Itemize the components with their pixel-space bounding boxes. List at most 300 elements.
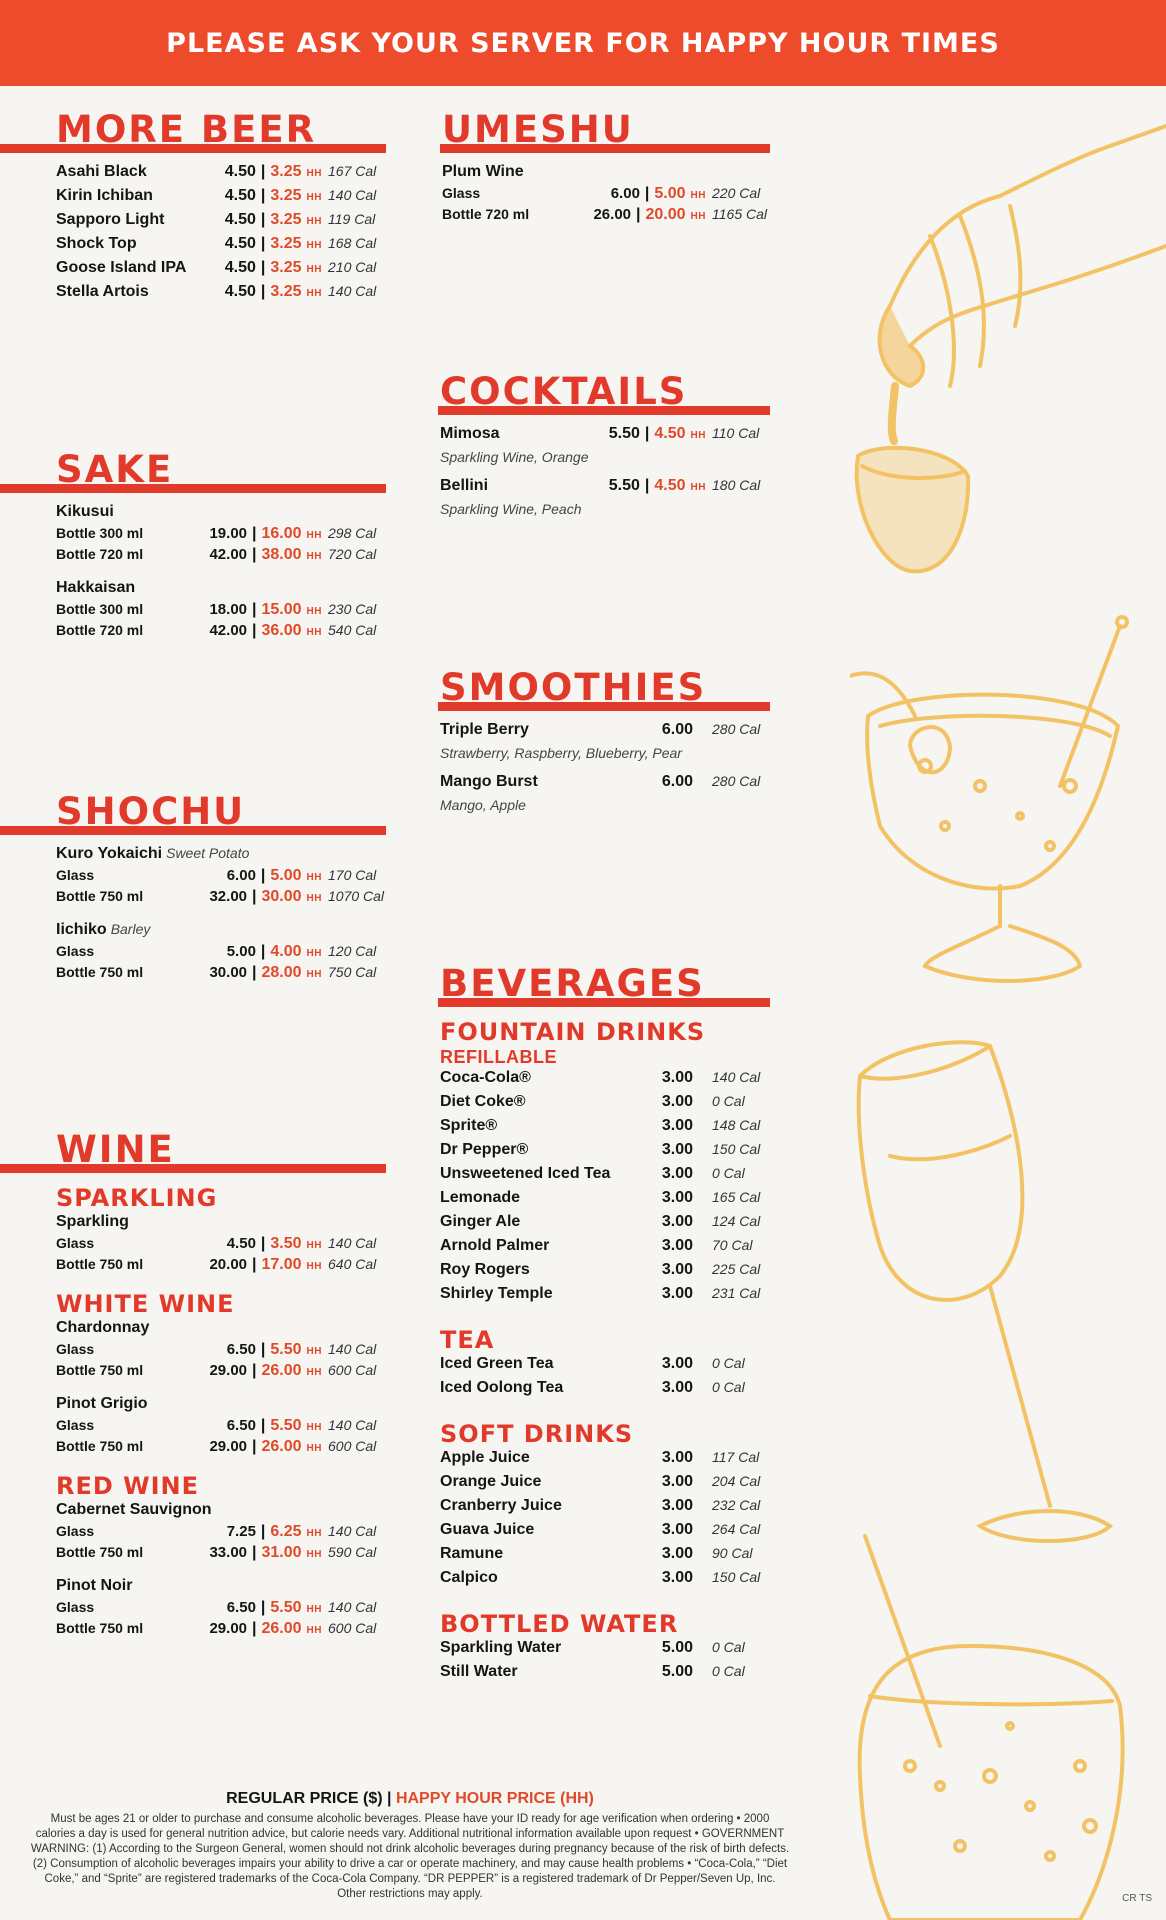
happy-hour-price: 5.50 — [270, 1417, 302, 1434]
happy-hour-price: 3.50 — [270, 1235, 302, 1252]
hh-tag: HH — [306, 1422, 322, 1433]
calories: 600 Cal — [328, 1620, 377, 1636]
price-row — [440, 1117, 770, 1141]
price-separator: | — [636, 206, 641, 223]
wine-category-heading: WHITE WINE — [56, 1290, 235, 1318]
regular-price: 3.00 — [661, 1449, 693, 1466]
happy-hour-price: 4.50 — [654, 425, 686, 442]
price-separator: | — [252, 622, 257, 639]
calories: 140 Cal — [328, 187, 377, 203]
item-name: Glass — [56, 1523, 95, 1539]
happy-hour-price: 16.00 — [261, 525, 302, 542]
price-row — [56, 1417, 386, 1438]
hh-tag: HH — [306, 948, 322, 959]
happy-hour-price: 5.50 — [270, 1341, 302, 1358]
regular-price: 3.00 — [661, 1093, 693, 1110]
regular-price: 3.00 — [661, 1069, 693, 1086]
price-row — [440, 1285, 770, 1309]
price-row — [440, 1261, 770, 1285]
corner-code: CR TS — [1122, 1893, 1152, 1904]
price-separator: | — [260, 235, 266, 252]
price-separator: | — [260, 1235, 266, 1252]
regular-price: 6.00 — [226, 867, 256, 884]
price-row — [440, 1069, 770, 1093]
highball-glass-illustration — [860, 1536, 1123, 1920]
item-name: Bottle 750 ml — [56, 1544, 144, 1560]
regular-price: 6.50 — [226, 1599, 256, 1616]
wine-name: Pinot Grigio — [56, 1395, 148, 1412]
price-row — [440, 721, 770, 745]
happy-hour-price: 5.00 — [270, 867, 302, 884]
item-name: Calpico — [440, 1569, 498, 1586]
regular-price: 3.00 — [661, 1189, 693, 1206]
item-description: Sparkling Wine, Orange — [440, 449, 589, 465]
price-row — [442, 185, 770, 206]
more-beer-title: MORE BEER — [56, 108, 317, 151]
hh-tag: HH — [306, 1240, 322, 1251]
umeshu-section — [384, 110, 770, 227]
hh-tag: HH — [690, 482, 706, 493]
item-name: Glass — [56, 1341, 95, 1357]
hh-tag: HH — [690, 190, 706, 201]
regular-price: 4.50 — [224, 283, 256, 300]
calories: 231 Cal — [712, 1285, 761, 1301]
wine-name: Sparkling — [56, 1213, 129, 1230]
item-name: Diet Coke® — [440, 1093, 526, 1110]
regular-price: 3.00 — [661, 1117, 693, 1134]
calories: 140 Cal — [328, 283, 377, 299]
regular-price: 6.50 — [226, 1341, 256, 1358]
item-name: Bottle 750 ml — [56, 1256, 144, 1272]
happy-hour-price: 28.00 — [261, 964, 302, 981]
hh-tag: HH — [306, 192, 322, 203]
calories: 210 Cal — [328, 259, 377, 275]
regular-price: 3.00 — [661, 1165, 693, 1182]
regular-price: 42.00 — [209, 622, 248, 639]
smoothies-title: SMOOTHIES — [440, 666, 707, 709]
price-row — [56, 163, 386, 187]
regular-price: 4.50 — [224, 259, 256, 276]
calories: 204 Cal — [712, 1473, 761, 1489]
wine-name: Chardonnay — [56, 1319, 150, 1336]
item-name: Lemonade — [440, 1189, 521, 1206]
spacer-gap — [56, 1459, 386, 1471]
calories: 230 Cal — [328, 601, 377, 617]
smoothie-list — [384, 721, 770, 815]
hh-tag: HH — [306, 168, 322, 179]
wine-title: WINE — [56, 1128, 175, 1171]
happy-hour-price: 4.00 — [270, 943, 302, 960]
calories: 600 Cal — [328, 1362, 377, 1378]
calories: 0 Cal — [712, 1379, 745, 1395]
calories: 0 Cal — [712, 1165, 745, 1181]
item-name: Guava Juice — [440, 1521, 535, 1538]
calories: 70 Cal — [712, 1237, 753, 1253]
hh-tag: HH — [306, 1528, 322, 1539]
item-name: Arnold Palmer — [440, 1237, 550, 1254]
item-name: Bottle 720 ml — [56, 622, 144, 638]
calories: 90 Cal — [712, 1545, 753, 1561]
happy-hour-price: 17.00 — [261, 1256, 302, 1273]
price-row — [440, 1545, 770, 1569]
item-name: Ramune — [440, 1545, 504, 1562]
happy-hour-price: 20.00 — [645, 206, 686, 223]
regular-price: 33.00 — [209, 1544, 248, 1561]
price-separator: | — [260, 1523, 266, 1540]
price-row — [440, 1141, 770, 1165]
regular-price: 3.00 — [661, 1237, 693, 1254]
calories: 1070 Cal — [328, 888, 385, 904]
beverage-category-heading: SOFT DRINKS — [440, 1420, 634, 1448]
price-row — [440, 1165, 770, 1189]
price-separator: | — [252, 1544, 257, 1561]
price-separator: | — [260, 943, 266, 960]
price-row — [56, 211, 386, 235]
regular-price: 3.00 — [661, 1497, 693, 1514]
price-separator: | — [260, 259, 266, 276]
calories: 148 Cal — [712, 1117, 761, 1133]
regular-price: 5.00 — [661, 1639, 693, 1656]
regular-price: 29.00 — [209, 1362, 248, 1379]
item-name: Shirley Temple — [440, 1285, 553, 1302]
price-row — [440, 1521, 770, 1545]
item-name: Bottle 750 ml — [56, 1620, 144, 1636]
regular-price: 5.00 — [661, 1663, 693, 1680]
sake-section — [0, 450, 386, 643]
item-name: Goose Island IPA — [56, 259, 187, 276]
regular-price: 19.00 — [209, 525, 248, 542]
item-title-name: Hakkaisan — [56, 579, 136, 596]
hh-tag: HH — [306, 1549, 322, 1560]
happy-hour-price: 3.25 — [270, 235, 302, 252]
regular-price: 3.00 — [661, 1521, 693, 1538]
price-row — [440, 1569, 770, 1593]
happy-hour-price: 6.25 — [270, 1523, 302, 1540]
happy-hour-price: 3.25 — [270, 283, 302, 300]
hh-tag: HH — [306, 1346, 322, 1357]
calories: 117 Cal — [712, 1449, 760, 1465]
item-title-name: Plum Wine — [442, 163, 524, 180]
price-separator: | — [644, 185, 650, 202]
regular-price: 4.50 — [224, 235, 256, 252]
price-row — [440, 1497, 770, 1521]
calories: 180 Cal — [712, 477, 761, 493]
item-name: Glass — [56, 867, 95, 883]
regular-price: 7.25 — [226, 1523, 256, 1540]
regular-price: 6.00 — [610, 185, 640, 202]
calories: 140 Cal — [328, 1341, 377, 1357]
calories: 600 Cal — [328, 1438, 377, 1454]
item-title-name: Kuro Yokaichi — [56, 845, 163, 862]
price-separator: | — [260, 867, 266, 884]
calories: 168 Cal — [328, 235, 377, 251]
wine-category-heading: RED WINE — [56, 1472, 200, 1500]
calories: 0 Cal — [712, 1355, 745, 1371]
price-separator: | — [252, 1362, 257, 1379]
regular-price: 5.00 — [226, 943, 256, 960]
price-row — [56, 235, 386, 259]
umeshu-title: UMESHU — [442, 108, 634, 151]
price-row — [56, 546, 386, 567]
item-name: Bellini — [440, 477, 489, 494]
calories: 170 Cal — [328, 867, 377, 883]
legend-separator: | — [387, 1790, 392, 1807]
price-row — [56, 1362, 386, 1383]
price-row — [56, 259, 386, 283]
hh-tag: HH — [306, 1367, 322, 1378]
calories: 140 Cal — [328, 1417, 377, 1433]
calories: 165 Cal — [712, 1189, 761, 1205]
calories: 120 Cal — [328, 943, 377, 959]
price-row — [56, 187, 386, 211]
item-name: Bottle 720 ml — [56, 546, 144, 562]
calories: 140 Cal — [712, 1069, 761, 1085]
item-name: Sparkling Water — [440, 1639, 562, 1656]
item-name: Bottle 720 ml — [442, 206, 530, 222]
price-row — [56, 283, 386, 307]
item-name: Glass — [56, 1599, 95, 1615]
regular-price: 29.00 — [209, 1438, 248, 1455]
happy-hour-price: 4.50 — [654, 477, 686, 494]
calories: 0 Cal — [712, 1663, 745, 1679]
calories: 298 Cal — [328, 525, 377, 541]
hh-tag: HH — [306, 288, 322, 299]
calories: 150 Cal — [712, 1141, 761, 1157]
regular-price: 30.00 — [209, 964, 248, 981]
wine-name: Pinot Noir — [56, 1577, 133, 1594]
item-note: Sweet Potato — [166, 845, 250, 861]
hh-tag: HH — [306, 551, 322, 562]
price-row — [56, 1620, 386, 1641]
cocktails-title: COCKTAILS — [440, 370, 688, 413]
pouring-bottle-illustration — [857, 126, 1166, 571]
martini-glass-illustration — [850, 617, 1127, 981]
regular-price: 20.00 — [209, 1256, 248, 1273]
calories: 140 Cal — [328, 1523, 377, 1539]
regular-price: 4.50 — [224, 187, 256, 204]
item-name: Sapporo Light — [56, 211, 165, 228]
price-row — [56, 1438, 386, 1459]
spacer-gap — [56, 1565, 386, 1577]
item-name: Cranberry Juice — [440, 1497, 562, 1514]
hh-tag: HH — [306, 893, 322, 904]
price-separator: | — [252, 888, 257, 905]
beverages-title: BEVERAGES — [440, 962, 705, 1005]
happy-hour-price-label: HAPPY HOUR PRICE (HH) — [395, 1790, 594, 1807]
item-name: Bottle 750 ml — [56, 1438, 144, 1454]
spacer-gap — [440, 1593, 770, 1609]
hh-tag: HH — [306, 1625, 322, 1636]
happy-hour-price: 30.00 — [261, 888, 302, 905]
wine-name: Cabernet Sauvignon — [56, 1501, 212, 1518]
price-row — [440, 1639, 770, 1663]
regular-price: 6.00 — [661, 773, 693, 790]
price-row — [440, 1355, 770, 1379]
price-separator: | — [252, 964, 257, 981]
spacer-gap — [56, 1277, 386, 1289]
regular-price: 4.50 — [226, 1235, 256, 1252]
price-row — [56, 1341, 386, 1362]
calories: 590 Cal — [328, 1544, 377, 1560]
calories: 264 Cal — [712, 1521, 761, 1537]
wine-list — [0, 1183, 386, 1653]
footer — [30, 1790, 790, 1902]
hh-tag: HH — [306, 1604, 322, 1615]
item-name: Shock Top — [56, 235, 137, 252]
item-name: Still Water — [440, 1663, 518, 1680]
price-row — [440, 1213, 770, 1237]
shochu-title: SHOCHU — [56, 790, 246, 833]
cocktail-list — [384, 425, 770, 519]
price-separator: | — [252, 1256, 257, 1273]
regular-price: 3.00 — [661, 1379, 693, 1396]
wine-section — [0, 1130, 386, 1653]
item-name: Roy Rogers — [440, 1261, 530, 1278]
cocktails-section — [384, 372, 770, 529]
spacer-gap — [440, 1403, 770, 1419]
item-name: Mango Burst — [440, 773, 538, 790]
hh-tag: HH — [690, 430, 706, 441]
calories: 110 Cal — [712, 425, 760, 441]
price-separator: | — [252, 546, 257, 563]
sake-title: SAKE — [56, 448, 174, 491]
calories: 140 Cal — [328, 1599, 377, 1615]
regular-price: 42.00 — [209, 546, 248, 563]
beverage-list — [384, 1017, 770, 1687]
regular-price: 3.00 — [661, 1261, 693, 1278]
item-name: Stella Artois — [56, 283, 149, 300]
item-name: Glass — [442, 185, 481, 201]
price-separator: | — [252, 525, 257, 542]
price-separator: | — [260, 187, 266, 204]
price-row — [440, 1379, 770, 1403]
item-name: Triple Berry — [440, 721, 529, 738]
beverage-category-heading: BOTTLED WATER — [440, 1610, 679, 1638]
item-title — [56, 845, 386, 867]
umeshu-list — [384, 163, 770, 227]
item-name: Asahi Black — [56, 163, 147, 180]
regular-price: 3.00 — [661, 1545, 693, 1562]
price-row — [56, 601, 386, 622]
item-name: Unsweetened Iced Tea — [440, 1165, 611, 1182]
calories: 0 Cal — [712, 1639, 745, 1655]
regular-price: 3.00 — [661, 1569, 693, 1586]
beverage-category-heading: TEA — [440, 1326, 495, 1354]
regular-price-label: REGULAR PRICE ($) — [226, 1790, 383, 1807]
more-beer-list — [0, 163, 386, 307]
item-title-name: Kikusui — [56, 503, 114, 520]
price-separator: | — [252, 1438, 257, 1455]
calories: 167 Cal — [328, 163, 377, 179]
price-row — [440, 1189, 770, 1213]
item-description: Mango, Apple — [440, 797, 526, 813]
calories: 280 Cal — [712, 773, 761, 789]
happy-hour-price: 26.00 — [261, 1438, 302, 1455]
price-row — [56, 622, 386, 643]
price-row — [440, 1093, 770, 1117]
beverage-subheading: REFILLABLE — [440, 1047, 557, 1067]
calories: 232 Cal — [712, 1497, 761, 1513]
price-row — [56, 1256, 386, 1277]
price-row — [56, 888, 386, 909]
price-row — [56, 1523, 386, 1544]
item-name: Bottle 750 ml — [56, 888, 144, 904]
price-separator: | — [260, 283, 266, 300]
price-row — [442, 206, 770, 227]
item-name: Iced Oolong Tea — [440, 1379, 564, 1396]
hh-tag: HH — [306, 606, 322, 617]
price-separator: | — [260, 163, 266, 180]
calories: 124 Cal — [712, 1213, 761, 1229]
price-row — [440, 1237, 770, 1261]
calories: 540 Cal — [328, 622, 377, 638]
beverage-category-heading: FOUNTAIN DRINKS — [440, 1018, 706, 1046]
calories: 140 Cal — [328, 1235, 377, 1251]
item-note: Barley — [110, 921, 151, 937]
regular-price: 3.00 — [661, 1473, 693, 1490]
item-name: Kirin Ichiban — [56, 187, 153, 204]
price-separator: | — [260, 1341, 266, 1358]
happy-hour-price: 5.00 — [654, 185, 686, 202]
regular-price: 5.50 — [608, 477, 640, 494]
happy-hour-price: 15.00 — [261, 601, 302, 618]
calories: 720 Cal — [328, 546, 377, 562]
hh-tag: HH — [306, 1443, 322, 1454]
shochu-section — [0, 792, 386, 985]
regular-price: 29.00 — [209, 1620, 248, 1637]
item-name: Bottle 300 ml — [56, 601, 144, 617]
happy-hour-banner: PLEASE ASK YOUR SERVER FOR HAPPY HOUR TIMES — [0, 0, 1166, 86]
price-legend — [30, 1790, 790, 1812]
item-name: Bottle 750 ml — [56, 964, 144, 980]
price-separator: | — [260, 1599, 266, 1616]
price-separator: | — [260, 211, 266, 228]
price-separator: | — [252, 1620, 257, 1637]
happy-hour-price: 31.00 — [261, 1544, 302, 1561]
item-name: Orange Juice — [440, 1473, 542, 1490]
calories: 119 Cal — [328, 211, 376, 227]
price-separator: | — [252, 601, 257, 618]
calories: 0 Cal — [712, 1093, 745, 1109]
price-row — [56, 1599, 386, 1620]
more-beer-section — [0, 110, 386, 307]
happy-hour-price: 38.00 — [261, 546, 302, 563]
happy-hour-price: 26.00 — [261, 1620, 302, 1637]
sake-list — [0, 503, 386, 643]
spacer-gap — [440, 1309, 770, 1325]
price-row — [56, 1235, 386, 1256]
calories: 150 Cal — [712, 1569, 761, 1585]
hh-tag: HH — [690, 211, 706, 222]
regular-price: 3.00 — [661, 1285, 693, 1302]
calories: 750 Cal — [328, 964, 377, 980]
price-row — [440, 477, 770, 501]
hh-tag: HH — [306, 240, 322, 251]
item-title — [56, 921, 386, 943]
hh-tag: HH — [306, 969, 322, 980]
item-name: Dr Pepper® — [440, 1141, 529, 1158]
drink-illustrations — [850, 86, 1166, 1920]
regular-price: 18.00 — [209, 601, 248, 618]
calories: 280 Cal — [712, 721, 761, 737]
item-name: Mimosa — [440, 425, 500, 442]
regular-price: 32.00 — [209, 888, 248, 905]
item-title — [442, 163, 770, 185]
legal-fine-print: Must be ages 21 or older to purchase and consume alcoholic beverages. Please have your ID ready for age verification when ordering • 2000 calories a day is used for general nutrition advice, but calorie needs vary. Additional nutritional information available upon request • GOVERNMENT WARNING: (1) According to the Surgeon General, women should not drink alcoholic beverages during pregnancy because of the risk of birth defects. (2) Consumption of alcoholic beverages impairs your ability to drive a car or operate machinery, and may cause health problems • “Coca-Cola,” “Diet Coke,” and “Sprite” are registered trademarks of the Coca-Cola Company. “DR PEPPER” is a registered trademark of Dr Pepper/Seven Up, Inc. Other restrictions may apply. — [30, 1813, 790, 1900]
regular-price: 26.00 — [593, 206, 632, 223]
wine-category-heading: SPARKLING — [56, 1184, 218, 1212]
item-name: Glass — [56, 1235, 95, 1251]
